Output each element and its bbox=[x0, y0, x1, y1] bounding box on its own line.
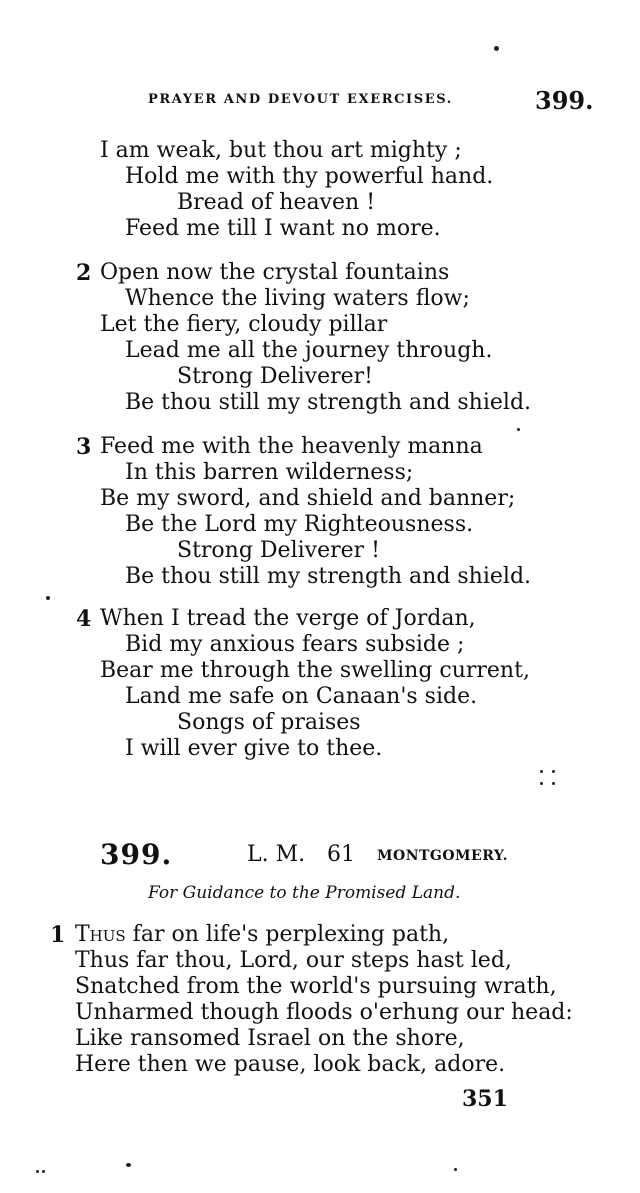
verse-line: Open now the crystal fountains bbox=[100, 260, 450, 285]
verse-line: Hold me with thy powerful hand. bbox=[125, 164, 494, 189]
verse-line: Thus far thou, Lord, our steps hast led, bbox=[75, 948, 512, 973]
verse-line: Songs of praises bbox=[177, 710, 361, 735]
verse-line: I will ever give to thee. bbox=[125, 736, 383, 761]
hymn-author: MONTGOMERY. bbox=[377, 848, 508, 864]
scan-speck bbox=[552, 770, 555, 773]
verse-line: Be the Lord my Righteousness. bbox=[125, 512, 474, 537]
hymn-tune-number: 61 bbox=[327, 842, 355, 867]
verse-line: I am weak, but thou art mighty ; bbox=[100, 138, 462, 163]
scan-speck bbox=[42, 1170, 45, 1173]
verse-line: Strong Deliverer! bbox=[177, 364, 373, 389]
first-word: Thus bbox=[75, 922, 126, 947]
scan-speck bbox=[552, 782, 555, 785]
verse-line: Unharmed though floods o'erhung our head: bbox=[75, 1000, 573, 1025]
verse-line: Be thou still my strength and shield. bbox=[125, 390, 532, 415]
running-header bbox=[0, 86, 640, 116]
verse-line: Bear me through the swelling current, bbox=[100, 658, 530, 683]
scan-speck bbox=[494, 46, 499, 51]
hymn-number: 399. bbox=[100, 838, 173, 871]
verse-line: Bid my anxious fears subside ; bbox=[125, 632, 465, 657]
verse-number: 4 bbox=[76, 606, 92, 632]
scan-speck bbox=[126, 1163, 131, 1167]
verse-line: Feed me with the heavenly manna bbox=[100, 434, 483, 459]
verse-line: In this barren wilderness; bbox=[125, 460, 414, 485]
verse-line bbox=[75, 922, 449, 948]
scan-speck bbox=[46, 596, 50, 600]
scan-speck bbox=[454, 1168, 457, 1171]
verse-line: Lead me all the journey through. bbox=[125, 338, 493, 363]
verse-line: Snatched from the world's pursuing wrath, bbox=[75, 974, 557, 999]
hymn-subtitle: For Guidance to the Promised Land. bbox=[148, 883, 461, 903]
verse-number: 3 bbox=[76, 434, 92, 460]
verse-line: Be my sword, and shield and banner; bbox=[100, 486, 516, 511]
verse-line: Feed me till I want no more. bbox=[125, 216, 441, 241]
verse-line: Whence the living waters flow; bbox=[125, 286, 470, 311]
verse-number: 2 bbox=[76, 260, 92, 286]
first-line-rest: far on life's perplexing path, bbox=[125, 922, 450, 947]
verse-line: Bread of heaven ! bbox=[177, 190, 376, 215]
verse-line: Land me safe on Canaan's side. bbox=[125, 684, 478, 709]
verse-line: Strong Deliverer ! bbox=[177, 538, 380, 563]
scan-speck bbox=[517, 428, 520, 431]
running-title: PRAYER AND DEVOUT EXERCISES. bbox=[148, 92, 453, 107]
verse-line: Let the fiery, cloudy pillar bbox=[100, 312, 388, 337]
hymn-meter: L. M. bbox=[247, 842, 306, 867]
verse-line: Like ransomed Israel on the shore, bbox=[75, 1026, 465, 1051]
verse-line: Be thou still my strength and shield. bbox=[125, 564, 532, 589]
hymn-heading bbox=[0, 838, 640, 874]
scan-speck bbox=[540, 782, 543, 785]
verse-line: Here then we pause, look back, adore. bbox=[75, 1052, 506, 1077]
verse-line: When I tread the verge of Jordan, bbox=[100, 606, 476, 631]
page-number-top: 399. bbox=[535, 86, 594, 115]
page-number-bottom: 351 bbox=[462, 1086, 508, 1112]
scan-speck bbox=[540, 770, 543, 773]
scan-speck bbox=[36, 1170, 39, 1173]
verse-number: 1 bbox=[50, 922, 66, 948]
